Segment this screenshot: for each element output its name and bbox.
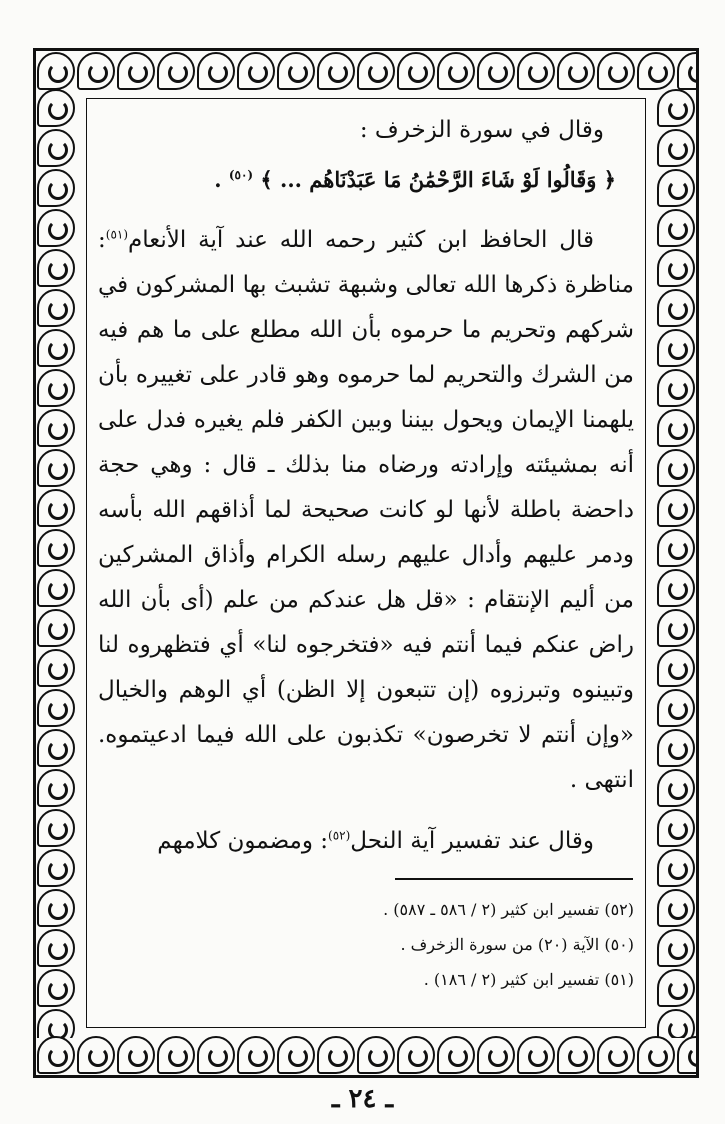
border-ornament-glyph — [37, 289, 75, 327]
border-ornament-glyph — [37, 689, 75, 727]
border-ornament-glyph — [517, 1036, 555, 1074]
border-ornament-glyph — [677, 1036, 696, 1074]
verse-end: . — [214, 167, 222, 192]
intro-line: وقال في سورة الزخرف : — [359, 117, 604, 143]
border-ornament-glyph — [657, 969, 695, 1007]
border-ornament-glyph — [657, 849, 695, 887]
border-ornament-glyph — [657, 689, 695, 727]
border-ornament-glyph — [77, 52, 115, 90]
border-ornament-glyph — [37, 209, 75, 247]
border-ornament-glyph — [117, 1036, 155, 1074]
border-ornament-glyph — [37, 929, 75, 967]
border-ornament-glyph — [397, 52, 435, 90]
border-ornament-glyph — [677, 52, 696, 90]
border-ornament-glyph — [597, 1036, 635, 1074]
border-ornament-glyph — [657, 369, 695, 407]
border-ornament-glyph — [37, 769, 75, 807]
border-ornament-glyph — [657, 169, 695, 207]
border-ornament-glyph — [37, 849, 75, 887]
border-ornament-glyph — [37, 449, 75, 487]
border-ornament-glyph — [657, 129, 695, 167]
border-ornament-glyph — [657, 409, 695, 447]
border-ornament-glyph — [557, 52, 595, 90]
border-ornament-glyph — [477, 52, 515, 90]
border-ornament-glyph — [37, 169, 75, 207]
page-number: ـ ٢٤ ـ — [331, 1084, 394, 1114]
border-ornament-glyph — [37, 129, 75, 167]
border-ornament-glyph — [117, 52, 155, 90]
paragraph-2 — [98, 819, 634, 864]
border-ornament-glyph — [597, 52, 635, 90]
border-ornament-glyph — [157, 52, 195, 90]
quran-verse — [98, 157, 634, 202]
border-ornament-glyph — [657, 809, 695, 847]
border-ornament-glyph — [357, 1036, 395, 1074]
border-ornament-left — [36, 88, 76, 1038]
border-ornament-glyph — [37, 369, 75, 407]
border-ornament-glyph — [37, 1009, 75, 1038]
border-ornament-glyph — [657, 89, 695, 127]
border-ornament-glyph — [37, 489, 75, 527]
verse-footnote-ref: (٥٠) — [228, 168, 254, 182]
border-ornament-glyph — [77, 1036, 115, 1074]
border-ornament-glyph — [657, 649, 695, 687]
border-ornament-glyph — [157, 1036, 195, 1074]
border-ornament-glyph — [37, 249, 75, 287]
border-ornament-glyph — [657, 1009, 695, 1038]
paragraph-1-footnote-ref: (٥١) — [105, 227, 129, 242]
border-ornament-glyph — [657, 249, 695, 287]
border-ornament-glyph — [317, 1036, 355, 1074]
paragraph-1-lead: قال الحافظ ابن كثير رحمه الله عند آية الأنعام — [128, 227, 594, 253]
border-ornament-glyph — [437, 1036, 475, 1074]
border-ornament-glyph — [517, 52, 555, 90]
border-ornament-glyph — [197, 1036, 235, 1074]
border-ornament-glyph — [37, 329, 75, 367]
paragraph-2-body: : ومضمون كلامهم — [157, 828, 329, 854]
border-ornament-glyph — [37, 969, 75, 1007]
border-ornament-glyph — [637, 52, 675, 90]
border-ornament-glyph — [477, 1036, 515, 1074]
border-ornament-glyph — [657, 209, 695, 247]
border-ornament-glyph — [437, 52, 475, 90]
border-ornament-glyph — [657, 609, 695, 647]
border-ornament-glyph — [557, 1036, 595, 1074]
border-ornament-glyph — [37, 529, 75, 567]
border-ornament-top — [36, 51, 696, 91]
border-ornament-glyph — [37, 649, 75, 687]
border-ornament-glyph — [657, 889, 695, 927]
paragraph-1-body: : مناظرة ذكرها الله تعالى وشبهة تشبث بها المشركون في شركهم وتحريم ما حرموه بأن الله مطلع على ما هم فيه من الشرك والتحريم لما حرموه وهو قادر على تغييره بأن يلهمنا الإيمان ويحول بيننا وبين الكفر فلم يغيره فدل على أنه بمشيئته وإرادته ورضاه منا بذلك ـ قال : وهي حجة داحضة باطلة لأنها لو كانت صحيحة لما أذاقهم الله بأسه ودمر عليهم وأدال عليهم رسله الكرام وأذاق المشركين من أليم الإنتقام : «قل هل عندكم من علم (أى بأن الله راض عنكم فيما أنتم فيه «فتخرجوه لنا» أي فتظهروه لنا وتبينوه وتبرزوه (إن تتبعون إلا الظن) أي الوهم والخيال «وإن أنتم لا تخرصون» تكذبون على الله فيما ادعيتموه. انتهى . — [98, 227, 634, 793]
border-ornament-glyph — [657, 529, 695, 567]
border-ornament-glyph — [37, 52, 75, 90]
border-ornament-glyph — [657, 289, 695, 327]
border-ornament-glyph — [657, 729, 695, 767]
main-text — [98, 108, 634, 864]
footnote: (٥١) تفسير ابن كثير (٢ / ١٨٦) . — [423, 970, 634, 989]
footnote: (٥٢) تفسير ابن كثير (٢ / ٥٨٦ ـ ٥٨٧) . — [383, 900, 634, 919]
border-ornament-glyph — [657, 929, 695, 967]
border-ornament-glyph — [37, 609, 75, 647]
border-ornament-glyph — [37, 809, 75, 847]
verse-text: ﴿ وَقَالُوا لَوْ شَاءَ الرَّحْمَٰنُ مَا عَبَدْنَاهُم ... ﴾ — [260, 167, 616, 192]
footnotes — [180, 892, 634, 997]
border-ornament-right — [656, 88, 696, 1038]
border-ornament-glyph — [37, 89, 75, 127]
border-ornament-glyph — [37, 889, 75, 927]
border-ornament-glyph — [37, 1036, 75, 1074]
border-ornament-bottom — [36, 1035, 696, 1075]
border-ornament-glyph — [657, 329, 695, 367]
border-ornament-glyph — [317, 52, 355, 90]
border-ornament-glyph — [37, 569, 75, 607]
paragraph-2-lead: وقال عند تفسير آية النحل — [350, 828, 594, 854]
paragraph-1 — [98, 218, 634, 803]
border-ornament-glyph — [397, 1036, 435, 1074]
border-ornament-glyph — [197, 52, 235, 90]
border-ornament-glyph — [657, 569, 695, 607]
border-ornament-glyph — [37, 409, 75, 447]
border-ornament-glyph — [637, 1036, 675, 1074]
border-ornament-glyph — [237, 1036, 275, 1074]
border-ornament-glyph — [657, 769, 695, 807]
border-ornament-glyph — [657, 449, 695, 487]
paragraph-2-footnote-ref: (٥٢) — [328, 828, 351, 843]
border-ornament-glyph — [237, 52, 275, 90]
footnote-separator — [395, 878, 633, 880]
border-ornament-glyph — [657, 489, 695, 527]
border-ornament-glyph — [37, 729, 75, 767]
border-ornament-glyph — [357, 52, 395, 90]
border-ornament-glyph — [277, 52, 315, 90]
footnote: (٥٠) الآية (٢٠) من سورة الزخرف . — [400, 935, 634, 954]
border-ornament-glyph — [277, 1036, 315, 1074]
